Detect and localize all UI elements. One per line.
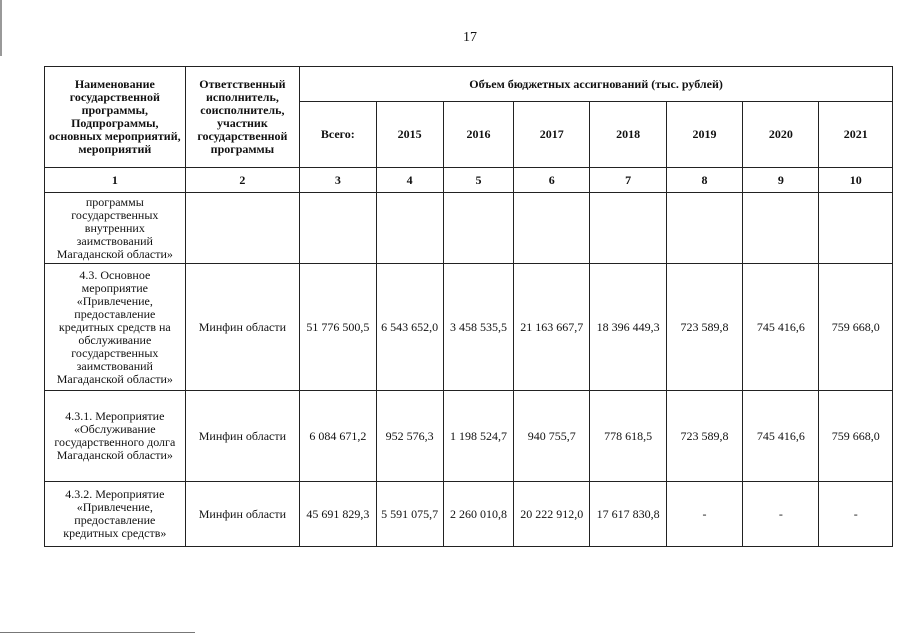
row-value: 778 618,5	[590, 391, 666, 482]
bottom-rule	[0, 632, 195, 633]
row-executor: Минфин области	[185, 482, 300, 547]
row-value: 1 198 524,7	[443, 391, 513, 482]
row-name: 4.3.2. Мероприятие «Привлечение, предоставление кредитных средств»	[45, 482, 186, 547]
row-value: 6 543 652,0	[376, 264, 443, 391]
row-value: 20 222 912,0	[514, 482, 590, 547]
page-edge-mark	[0, 0, 2, 56]
header-year: 2015	[376, 102, 443, 168]
header-year: 2020	[743, 102, 819, 168]
row-value: 759 668,0	[819, 391, 893, 482]
column-number: 1	[45, 168, 186, 193]
table-row	[45, 482, 893, 547]
row-value: 745 416,6	[743, 264, 819, 391]
column-number: 8	[666, 168, 742, 193]
column-number: 2	[185, 168, 300, 193]
row-value: -	[666, 482, 742, 547]
row-value	[443, 193, 513, 264]
header-total: Всего:	[300, 102, 376, 168]
page-number: 17	[463, 30, 477, 45]
column-number: 7	[590, 168, 666, 193]
row-value	[376, 193, 443, 264]
row-executor: Минфин области	[185, 264, 300, 391]
row-value: 723 589,8	[666, 391, 742, 482]
column-number: 6	[514, 168, 590, 193]
budget-table	[44, 66, 893, 547]
header-budget-group: Объем бюджетных ассигнований (тыс. рублей)	[300, 67, 893, 102]
column-number: 9	[743, 168, 819, 193]
header-name: Наименование государственной программы, Подпрограммы, основных мероприятий, мероприятий	[45, 67, 186, 168]
row-value: 952 576,3	[376, 391, 443, 482]
row-name: программы государственных внутренних заимствований Магаданской области»	[45, 193, 186, 264]
table-row	[45, 193, 893, 264]
row-value: 5 591 075,7	[376, 482, 443, 547]
column-number: 10	[819, 168, 893, 193]
row-value: 940 755,7	[514, 391, 590, 482]
row-value	[743, 193, 819, 264]
row-value: 759 668,0	[819, 264, 893, 391]
row-value	[514, 193, 590, 264]
column-number: 5	[443, 168, 513, 193]
column-number: 4	[376, 168, 443, 193]
table-row	[45, 264, 893, 391]
row-value	[590, 193, 666, 264]
header-year: 2021	[819, 102, 893, 168]
row-value	[819, 193, 893, 264]
row-value	[666, 193, 742, 264]
header-year: 2017	[514, 102, 590, 168]
header-executor: Ответственный исполнитель, соисполнитель, участник государственной программы	[185, 67, 300, 168]
header-year: 2018	[590, 102, 666, 168]
row-value: 18 396 449,3	[590, 264, 666, 391]
row-value: 45 691 829,3	[300, 482, 376, 547]
column-number: 3	[300, 168, 376, 193]
row-value: -	[819, 482, 893, 547]
row-value: 6 084 671,2	[300, 391, 376, 482]
row-value: 21 163 667,7	[514, 264, 590, 391]
row-value	[300, 193, 376, 264]
header-year: 2016	[443, 102, 513, 168]
row-name: 4.3.1. Мероприятие «Обслуживание государственного долга Магаданской области»	[45, 391, 186, 482]
row-value: 723 589,8	[666, 264, 742, 391]
row-executor: Минфин области	[185, 391, 300, 482]
table-row	[45, 391, 893, 482]
row-value: -	[743, 482, 819, 547]
row-executor	[185, 193, 300, 264]
header-year: 2019	[666, 102, 742, 168]
row-value: 17 617 830,8	[590, 482, 666, 547]
row-value: 3 458 535,5	[443, 264, 513, 391]
row-value: 51 776 500,5	[300, 264, 376, 391]
column-number-row	[45, 168, 893, 193]
row-value: 745 416,6	[743, 391, 819, 482]
row-name: 4.3. Основное мероприятие «Привлечение, предоставление кредитных средств на обслуживание государственных заимствований Магаданской области»	[45, 264, 186, 391]
row-value: 2 260 010,8	[443, 482, 513, 547]
